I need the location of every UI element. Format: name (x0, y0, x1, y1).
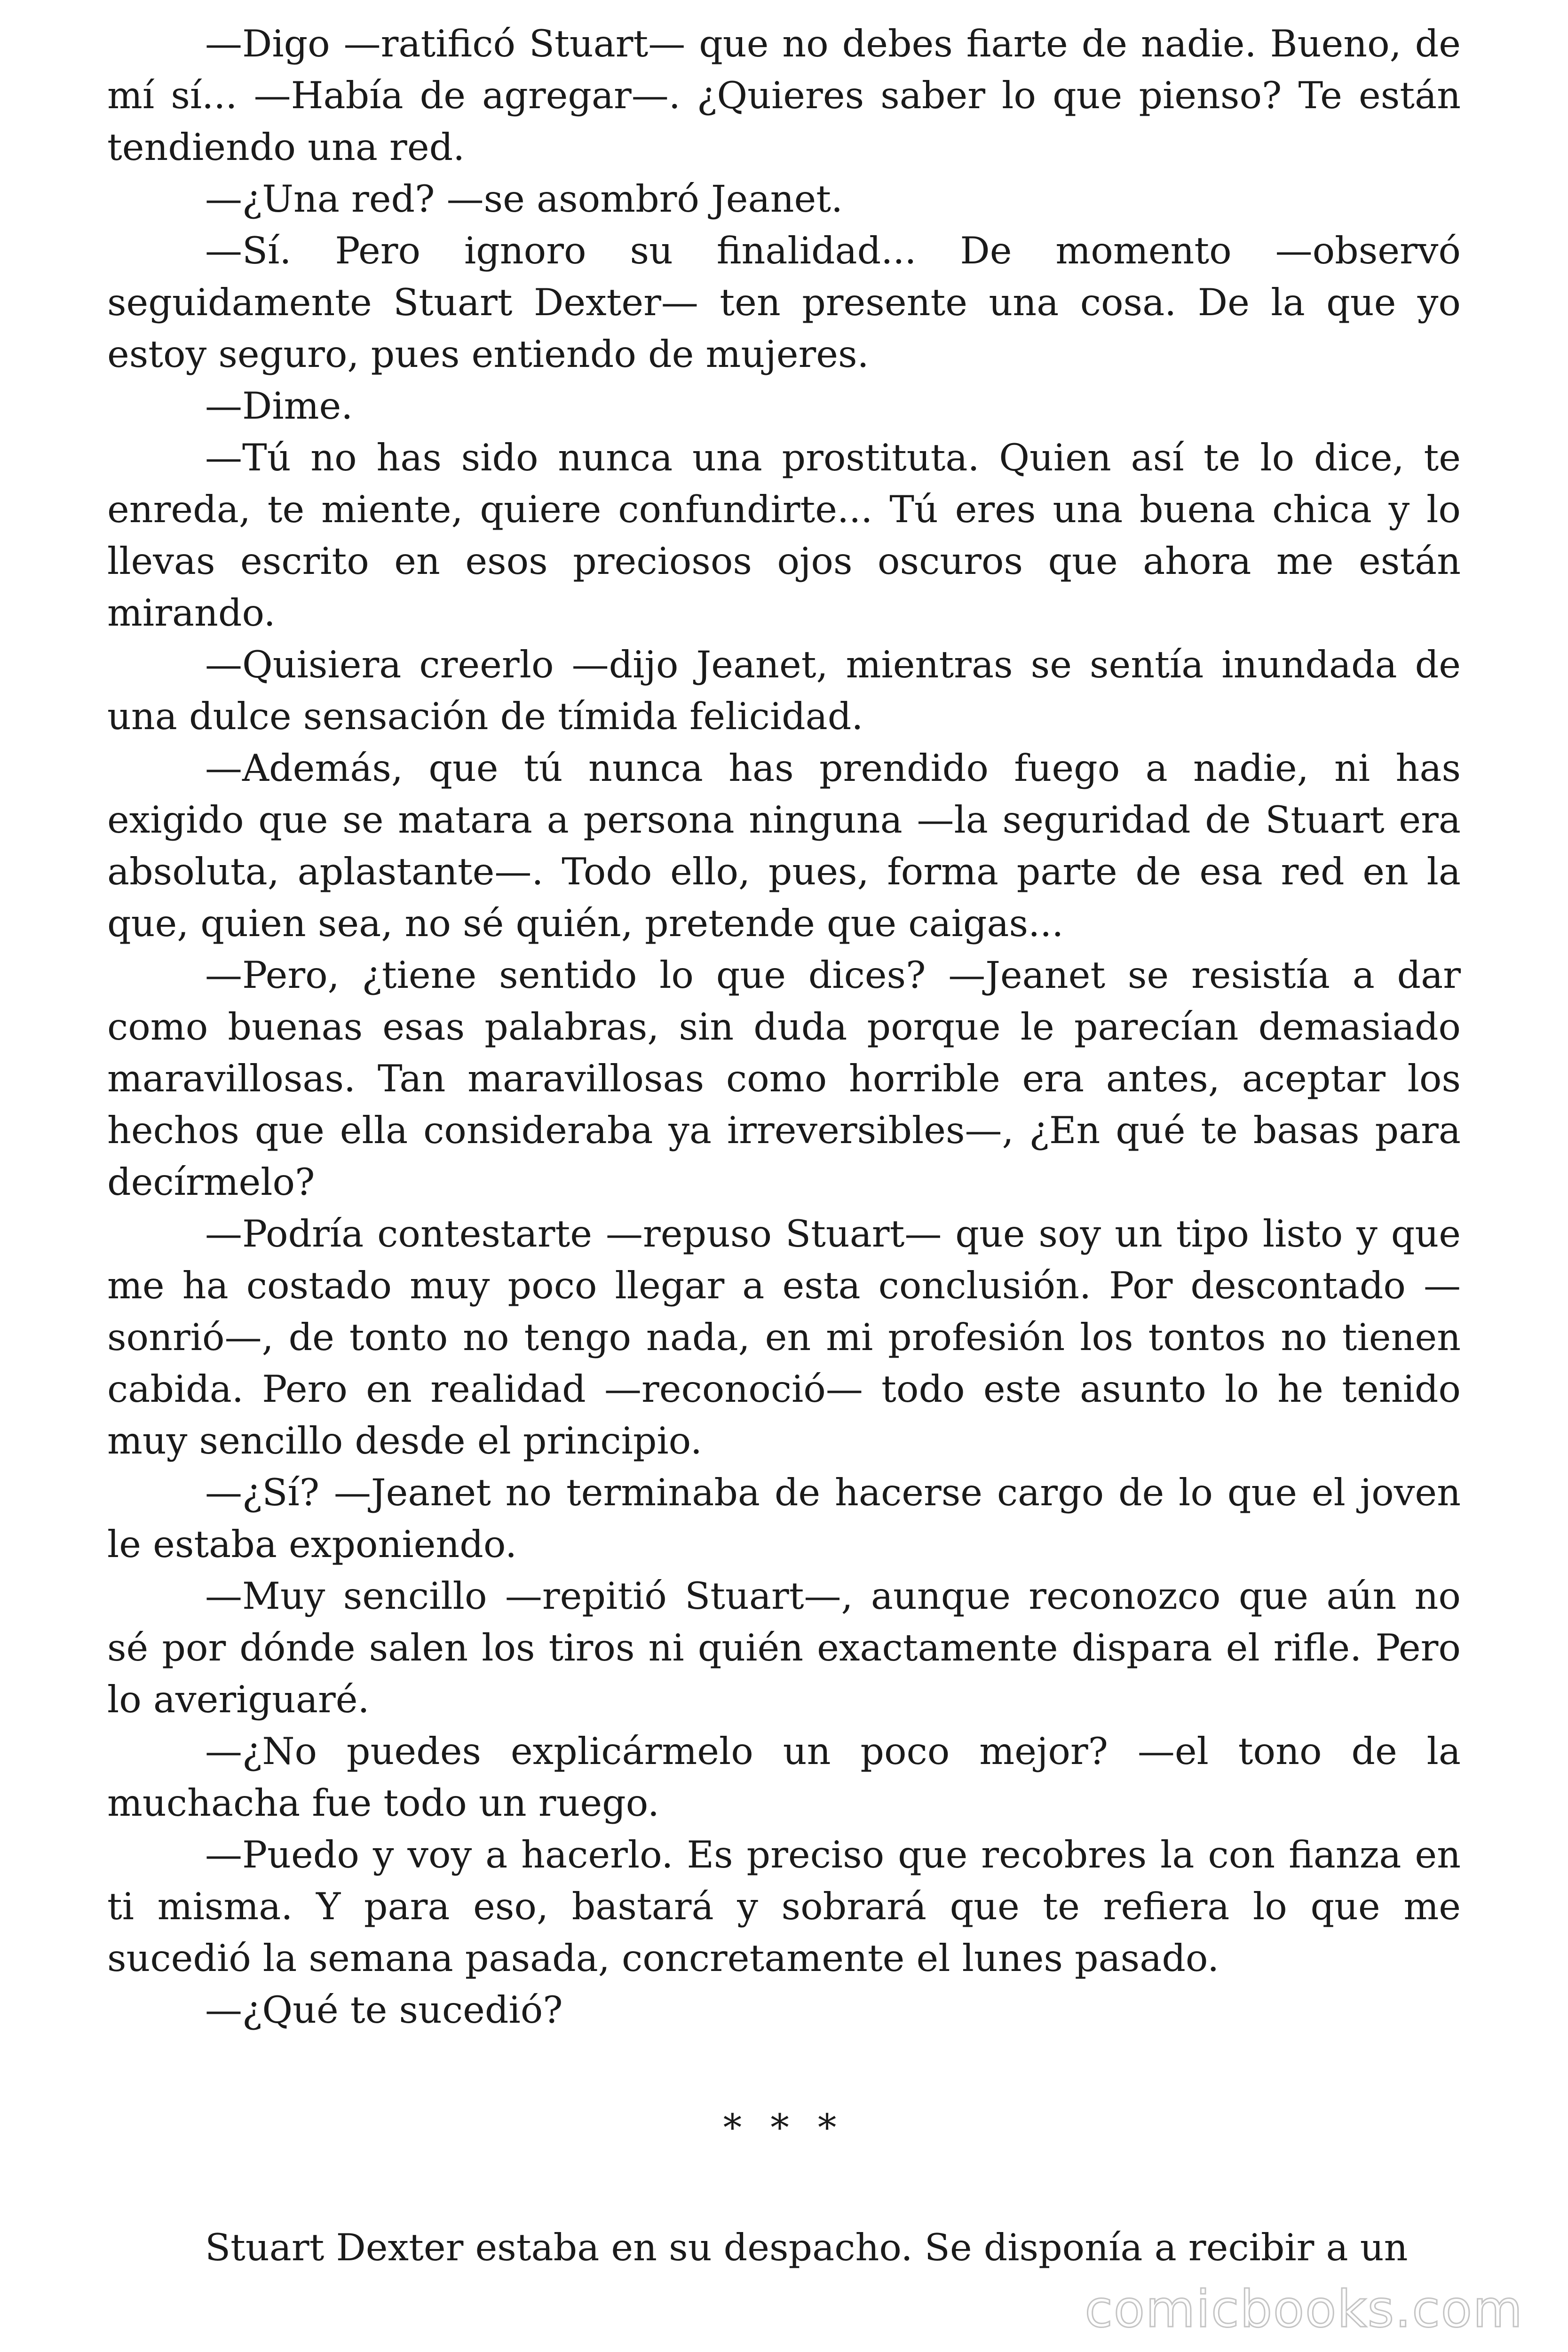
paragraph: —¿Qué te sucedió? (205, 1988, 563, 2032)
paragraph: —Dime. (205, 384, 353, 428)
paragraph: —Pero, ¿tiene sentido lo que dices? —Jeanet se resistía a dar como buenas esas palabras, sin duda porque le parecían demasiado maravillosas. Tan maravillosas como horrible era antes, aceptar los hechos que ella consideraba ya irreversibles—, ¿En qué te basas para decírmelo? (107, 954, 1461, 1204)
paragraph: —¿No puedes explicármelo un poco mejor? —el tono de la muchacha fue todo un ruego. (107, 1730, 1461, 1825)
paragraph: —Tú no has sido nunca una prostituta. Quien así te lo dice, te enreda, te miente, quiere confundirte... Tú eres una buena chica y lo llevas escrito en esos preciosos ojos oscuros que ahora me están mirando. (107, 436, 1461, 635)
watermark-logo: comicbooks.com (1085, 2280, 1523, 2339)
paragraph: —Digo —ratificó Stuart— que no debes fiarte de nadie. Bueno, de mí sí... —Había de agregar—. ¿Quieres saber lo que pienso? Te están tendiendo una red. (107, 22, 1461, 169)
paragraph: —Además, que tú nunca has prendido fuego a nadie, ni has exigido que se matara a persona ninguna —la seguridad de Stuart era absoluta, aplastante—. Todo ello, pues, forma parte de esa red en la que, quien sea, no sé quién, pretende que caigas... (107, 747, 1461, 945)
paragraph: —¿Sí? —Jeanet no terminaba de hacerse cargo de lo que el joven le estaba exponiendo. (107, 1471, 1461, 1566)
paragraph: —Puedo y voy a hacerlo. Es preciso que recobres la con fianza en ti misma. Y para eso, bastará y sobrará que te refiera lo que me sucedió la semana pasada, concretamente el lunes pasado. (107, 1833, 1461, 1980)
paragraph: —Muy sencillo —repitió Stuart—, aunque reconozco que aún no sé por dónde salen los tiros ni quién exactamente dispara el rifle. Pero lo averiguaré. (107, 1574, 1461, 1721)
paragraph: —Podría contestarte —repuso Stuart— que soy un tipo listo y que me ha costado muy poco llegar a esta conclusión. Por descontado —sonrió—, de tonto no tengo nada, en mi profesión los tontos no tienen cabida. Pero en realidad —reconoció— todo este asunto lo he tenido muy sencillo desde el principio. (107, 1212, 1461, 1462)
section-break: * * * (723, 2106, 845, 2149)
paragraph: —Quisiera creerlo —dijo Jeanet, mientras se sentía inundada de una dulce sensación de tímida felicidad. (107, 643, 1461, 738)
paragraph: —Sí. Pero ignoro su finalidad... De momento —observó seguidamente Stuart Dexter— ten presente una cosa. De la que yo estoy seguro, pues entiendo de mujeres. (107, 229, 1461, 376)
final-paragraph: Stuart Dexter estaba en su despacho. Se disponía a recibir a un (205, 2226, 1408, 2269)
book-page-text (107, 18, 1461, 2273)
paragraph: —¿Una red? —se asombró Jeanet. (205, 177, 843, 221)
